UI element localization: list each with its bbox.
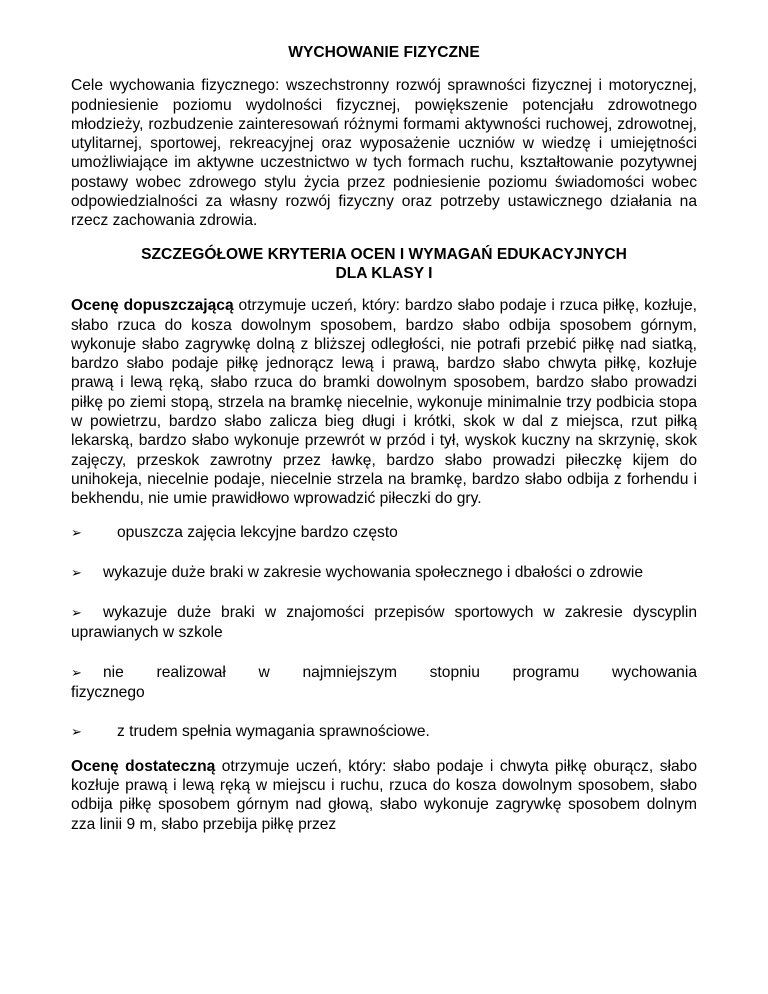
document-title: WYCHOWANIE FIZYCZNE — [288, 44, 480, 61]
grade-dostateczna-text: otrzymuje uczeń, który: słabo podaje i chwyta piłkę oburącz, słabo kozłuje prawą i lewą ręką w miejscu i ruchu, rzuca do kosza dowolnym sposobem, słabo odbija piłkę sposobem górnym nad głową, słabo wykonuje zagrywkę sposobem dolnym zza linii 9 m, słabo przebija piłkę przez — [71, 757, 697, 833]
grade-dopuszczajaca-paragraph — [71, 296, 697, 508]
bullet-text-continuation: fizycznego — [71, 684, 145, 702]
arrow-bullet-icon: ➢ — [71, 665, 82, 681]
arrow-bullet-icon: ➢ — [71, 565, 82, 581]
arrow-bullet-icon: ➢ — [71, 725, 82, 741]
bullet-text: wykazuje duże braki w zakresie wychowania społecznego i dbałości o zdrowie — [103, 563, 643, 581]
document-page — [71, 0, 697, 848]
bullet-item — [71, 523, 697, 543]
section-title — [71, 245, 697, 284]
section-title-line-1: SZCZEGÓŁOWE KRYTERIA OCEN I WYMAGAŃ EDUKACYJNYCH — [141, 245, 627, 263]
arrow-bullet-icon: ➢ — [71, 525, 82, 541]
bullet-text: opuszcza zajęcia lekcyjne bardzo często — [117, 523, 398, 541]
grade-dopuszczajaca-label: Ocenę dopuszczającą — [71, 297, 234, 315]
bullet-text: wykazuje duże braki w znajomości przepisów sportowych w zakresie dyscyplin uprawianych w szkole — [71, 604, 697, 642]
arrow-bullet-icon: ➢ — [71, 606, 82, 622]
bullet-item — [71, 663, 697, 703]
bullet-text: nie realizował w najmniejszym stopniu programu wychowania — [103, 663, 697, 681]
grade-dostateczna-label: Ocenę dostateczną — [71, 757, 216, 775]
grade-dostateczna-paragraph — [71, 757, 697, 834]
grade-dopuszczajaca-text: otrzymuje uczeń, który: bardzo słabo podaje i rzuca piłkę, kozłuje, słabo rzuca do kosza dowolnym sposobem, bardzo słabo odbija sposobem górnym, wykonuje słabo zagrywkę dolną z bliższej odległości, nie potrafi przebić piłkę nad siatką, bardzo słabo podaje piłkę jednorącz lewą i prawą, bardzo słabo chwyta piłkę, kozłuje prawą i lewą ręką, słabo rzuca do bramki dowolnym sposobem, bardzo słabo prowadzi piłkę po ziemi stopą, strzela na bramkę niecelnie, wykonuje minimalnie trzy podbicia stopa w powietrzu, bardzo słabo zalicza bieg długi i krótki, skok w dal z miejsca, rzut piłką lekarską, bardzo słabo wykonuje przewrót w przód i tył, wyskok kuczny na skrzynię, skok zajęczy, przeskok zawrotny przez ławkę, bardzo słabo prowadzi piłeczkę kijem do unihokeja, niecelnie podaje, niecelnie strzela na bramkę, bardzo słabo odbija z forhendu i bekhendu, nie umie prawidłowo wprowadzić piłeczki do gry. — [71, 297, 697, 508]
section-title-line-2: DLA KLASY I — [335, 264, 433, 282]
bullet-item — [71, 563, 697, 583]
bullet-item — [71, 603, 697, 643]
bullet-text: z trudem spełnia wymagania sprawnościowe. — [117, 723, 430, 741]
intro-paragraph: Cele wychowania fizycznego: wszechstronny rozwój sprawności fizycznej i motorycznej, podniesienie poziomu wydolności fizycznej, powiększenie potencjału zdrowotnego młodzieży, rozbudzenie zainteresowań różnymi formami aktywności ruchowej, zdrowotnej, utylitarnej, sportowej, rekreacyjnej oraz wyposażenie uczniów w wiedzę i umiejętności umożliwiające im aktywne uczestnictwo w tych formach ruchu, kształtowanie pozytywnej postawy wobec zdrowego stylu życia przez podniesienie poziomu świadomości wobec odpowiedzialności za własny rozwój fizyczny oraz potrzeby ustawicznego działania na rzecz zachowania zdrowia. — [71, 77, 697, 230]
bullet-item — [71, 722, 697, 742]
